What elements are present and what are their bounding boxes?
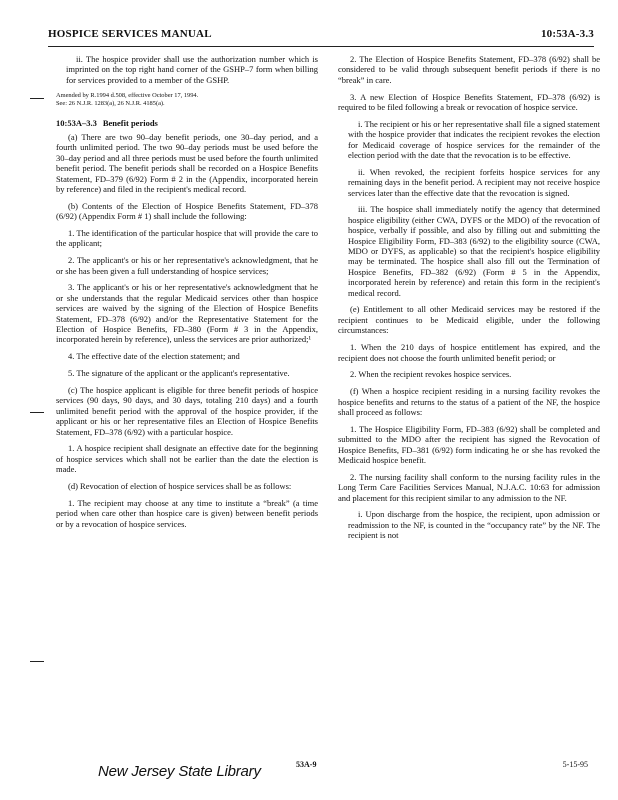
margin-mark (30, 412, 44, 413)
paragraph: (e) Entitlement to all other Medicaid services may be restored if the recipient continues to be Medicaid eligible, under the following circumstances: (338, 304, 600, 336)
library-stamp: New Jersey State Library (98, 763, 261, 780)
amended-text: Amended by R.1994 d.508, effective October 17, 1994. (56, 91, 199, 99)
paragraph: ii. The hospice provider shall use the authorization number which is imprinted on the top right hand corner of the GSHP–7 form when billing for services provided to a member of the GSHP. (66, 54, 318, 85)
manual-title: HOSPICE SERVICES MANUAL (48, 28, 212, 40)
list-item: 4. The effective date of the election statement; and (68, 351, 240, 362)
section-heading-title: Benefit periods (102, 117, 158, 128)
section-heading (56, 118, 318, 128)
left-column (56, 54, 318, 535)
paragraph: (d) Revocation of election of hospice services shall be as follows: (68, 480, 292, 491)
list-item: 1. The Hospice Eligibility Form, FD–383 (6/92) shall be completed and submitted to the MDO after the recipient has signed the Revocation of Hospice Benefits, FD–381 (6/92) form indicating he or she has revoked the Medicaid hospice benefit. (338, 423, 600, 465)
right-column (338, 54, 600, 547)
paragraph: (a) There are two 90–day benefit periods, one 30–day period, and a fourth unlimited period. The two 90–day periods must be used before the 30–day period and all three periods must be used before the fourth unlimited benefit period. The benefit periods shall be recorded on a Hospice Benefits Statement, FD–379 (6/92) Form # 2 in the (Appendix, incorporated herein by reference) and filed in the recipient's medical record. (56, 132, 318, 195)
margin-mark (30, 661, 44, 662)
sub-item: i. Upon discharge from the hospice, the recipient, upon admission or readmission to the NF, is counted in the “occupancy rate” by the NF. The recipient is not (348, 509, 600, 541)
paragraph: (c) The hospice applicant is eligible for three benefit periods of hospice services (90 days, 90 days, and 30 days, totaling 210 days) and a fourth unlimited benefit period with the approval of the hospice provider, if the applicant or his or her representative files an Election of Hospice Benefits Statement, FD–378 (6/92) with a particular hospice. (56, 384, 318, 437)
page-header (48, 28, 594, 40)
paragraph: (f) When a hospice recipient residing in a nursing facility revokes the hospice benefits and returns to the status of a patient of the NF, the hospice shall proceed as follows: (338, 386, 600, 417)
list-item: 1. The recipient may choose at any time to institute a “break” (a time period when care other than hospice care is given) between benefit periods or by a revocation of hospice services. (56, 497, 318, 529)
revision-date: 5-15-95 (562, 760, 588, 769)
list-item: 5. The signature of the applicant or the applicant's representative. (68, 368, 290, 379)
list-item: 3. The applicant's or his or her representative's acknowledgment that he or she understands that the regular Medicaid services other than hospice services are waived by the signing of the Election of Hospice Benefits Statement, FD–378 (6/92) and/or the Representative Statement for the Election of Hospice Benefits, FD–380 (Form # 3 in the Appendix, incorporated herein by reference), unless the services are prior authorized;¹ (56, 282, 318, 345)
sub-item: iii. The hospice shall immediately notify the agency that determined hospice eligibility (either CWA, DYFS or the MDO) of the revocation of hospice, verbally if possible, and also by filling out and submitting the Hospice Eligibility Form, FD–383 (6/92) to the eligibility source (CWA, MDO or DYFS, as applicable) so that the recipient's hospice eligibility may be terminated. The hospice shall also fill out the Termination of Hospice Benefits, FD–382 (6/92) (Form # 5 in the Appendix, incorporated herein by reference) and retain this form in the recipient's medical record. (348, 204, 600, 298)
list-item: 1. A hospice recipient shall designate an effective date for the beginning of hospice services which shall not be earlier than the date the election is made. (56, 443, 318, 475)
list-item: 2. The Election of Hospice Benefits Statement, FD–378 (6/92) shall be considered to be valid through subsequent benefit periods if there is no “break” in care. (338, 54, 600, 85)
section-heading-number: 10:53A–3.3 (56, 117, 97, 128)
list-item: 2. The nursing facility shall conform to the nursing facility rules in the Long Term Care Facilities Services Manual, N.J.A.C. 10:63 for admission and placement for this recipient similar to any admission to the NF. (338, 471, 600, 503)
sub-item: i. The recipient or his or her representative shall file a signed statement with the hospice provider that indicates the recipient revokes the election for Medicaid coverage of hospice services for the remainder of the election period with the date that the revocation is to be effective. (348, 118, 600, 161)
list-item: 1. The identification of the particular hospice that will provide the care to the applicant; (56, 228, 318, 249)
list-item: 2. The applicant's or his or her representative's acknowledgment, that he or she has been given a full understanding of hospice services; (56, 255, 318, 276)
sub-item: ii. When revoked, the recipient forfeits hospice services for any remaining days in the benefit period. A recipient may not receive hospice services later than the effective date that the revocation is signed. (348, 166, 600, 198)
list-item: 2. When the recipient revokes hospice services. (350, 369, 512, 380)
see-reference: See: 26 N.J.R. 1283(a), 26 N.J.R. 4185(a). (56, 99, 165, 107)
page-number: 53A-9 (296, 760, 317, 769)
paragraph: (b) Contents of the Election of Hospice Benefits Statement, FD–378 (6/92) (Appendix Form # 1) shall include the following: (56, 200, 318, 222)
amendment-note (56, 92, 318, 108)
list-item: 3. A new Election of Hospice Benefits Statement, FD–378 (6/92) is required to be filed following a break or revocation of hospice service. (338, 91, 600, 113)
section-number: 10:53A-3.3 (540, 28, 594, 40)
list-item: 1. When the 210 days of hospice entitlement has expired, and the recipient does not choose the fourth unlimited benefit period; or (338, 342, 600, 363)
header-rule (48, 46, 594, 47)
margin-mark (30, 98, 44, 99)
